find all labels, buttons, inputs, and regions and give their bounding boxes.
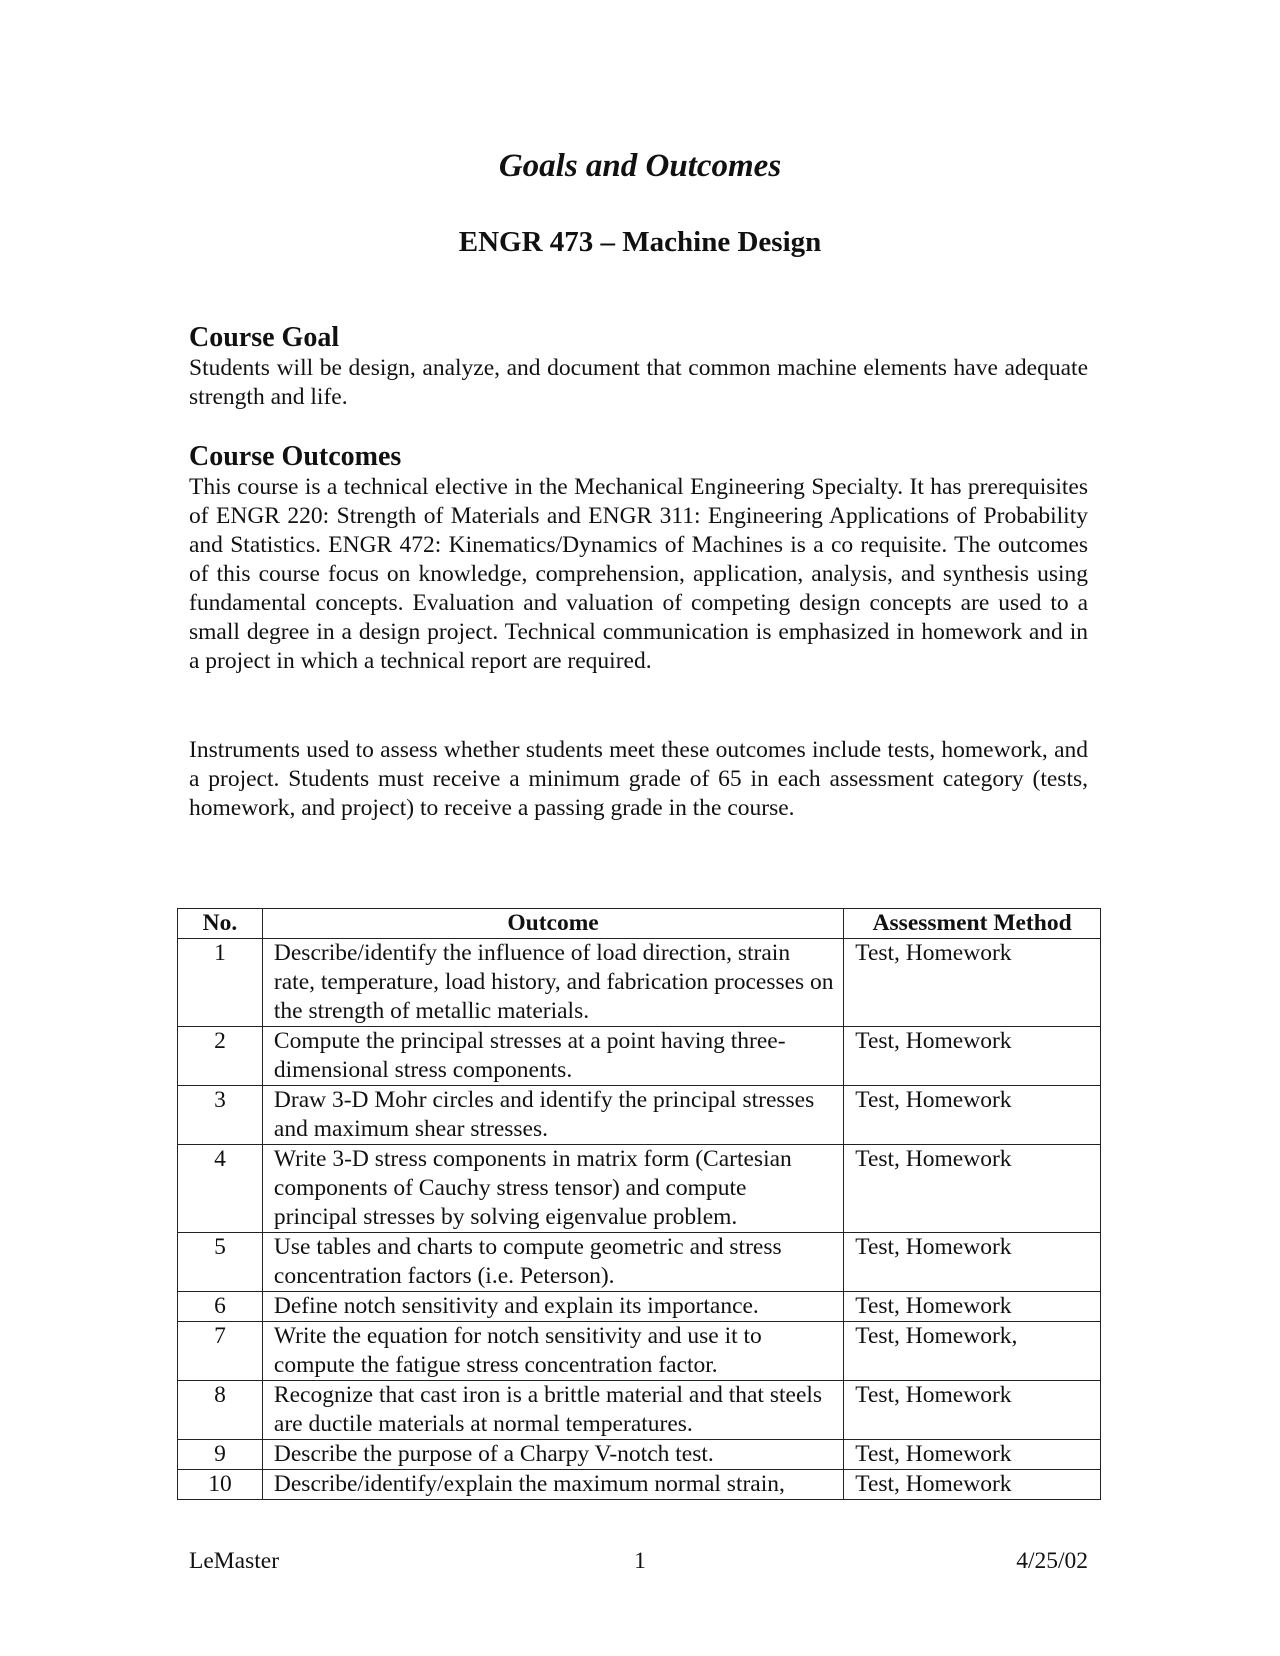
row-assessment-method: Test, Homework (844, 939, 1101, 1027)
row-outcome: Define notch sensitivity and explain its importance. (262, 1292, 843, 1322)
row-outcome: Draw 3-D Mohr circles and identify the principal stresses and maximum shear stresses. (262, 1086, 843, 1145)
table-row (178, 939, 1101, 1027)
row-assessment-method: Test, Homework (844, 1470, 1101, 1500)
header-outcome: Outcome (262, 909, 843, 939)
document-title: Goals and Outcomes (498, 148, 782, 184)
row-outcome: Describe/identify the influence of load direction, strain rate, temperature, load history, and fabrication processes on the strength of metallic materials. (262, 939, 843, 1027)
table-row (178, 1027, 1101, 1086)
header-assessment-method: Assessment Method (844, 909, 1101, 939)
row-number: 4 (178, 1145, 263, 1233)
row-assessment-method: Test, Homework (844, 1292, 1101, 1322)
row-number: 1 (178, 939, 263, 1027)
row-assessment-method: Test, Homework, (844, 1322, 1101, 1381)
row-assessment-method: Test, Homework (844, 1086, 1101, 1145)
row-assessment-method: Test, Homework (844, 1145, 1101, 1233)
row-outcome: Recognize that cast iron is a brittle material and that steels are ductile materials at normal temperatures. (262, 1381, 843, 1440)
row-number: 9 (178, 1440, 263, 1470)
row-number: 3 (178, 1086, 263, 1145)
table-header-row (178, 909, 1101, 939)
row-number: 7 (178, 1322, 263, 1381)
row-assessment-method: Test, Homework (844, 1233, 1101, 1292)
header-no: No. (178, 909, 263, 939)
row-assessment-method: Test, Homework (844, 1381, 1101, 1440)
footer-page-number: 1 (634, 1548, 646, 1574)
course-outcomes-heading: Course Outcomes (189, 441, 402, 472)
course-title: ENGR 473 – Machine Design (458, 226, 822, 258)
row-outcome: Write 3-D stress components in matrix form (Cartesian components of Cauchy stress tensor) and compute principal stresses by solving eigenvalue problem. (262, 1145, 843, 1233)
row-outcome: Use tables and charts to compute geometric and stress concentration factors (i.e. Peterson). (262, 1233, 843, 1292)
course-goal-text: Students will be design, analyze, and document that common machine elements have adequate strength and life. (189, 355, 1088, 410)
table-row (178, 1086, 1101, 1145)
row-outcome: Write the equation for notch sensitivity and use it to compute the fatigue stress concentration factor. (262, 1322, 843, 1381)
course-outcomes-paragraph: This course is a technical elective in the Mechanical Engineering Specialty. It has prerequisites of ENGR 220: Strength of Materials and ENGR 311: Engineering Applications of Probability and Statistics. ENGR 472: Kinematics/Dynamics of Machines is a co requisite. The outcomes of this course focus on knowledge, comprehension, application, analysis, and synthesis using fundamental concepts. Evaluation and valuation of competing design concepts are used to a small degree in a design project. Technical communication is emphasized in homework and in a project in which a technical report are required. (189, 474, 1088, 674)
row-number: 8 (178, 1381, 263, 1440)
row-number: 6 (178, 1292, 263, 1322)
row-assessment-method: Test, Homework (844, 1440, 1101, 1470)
assessment-paragraph: Instruments used to assess whether students meet these outcomes include tests, homework, and a project. Students must receive a minimum grade of 65 in each assessment category (tests, homework, and project) to receive a passing grade in the course. (189, 737, 1088, 821)
row-outcome: Describe/identify/explain the maximum normal strain, (262, 1470, 843, 1500)
table-row (178, 1470, 1101, 1500)
row-number: 10 (178, 1470, 263, 1500)
footer-author: LeMaster (189, 1548, 280, 1574)
table-row (178, 1292, 1101, 1322)
course-goal-heading: Course Goal (189, 322, 340, 353)
row-number: 5 (178, 1233, 263, 1292)
row-assessment-method: Test, Homework (844, 1027, 1101, 1086)
row-outcome: Compute the principal stresses at a point having three-dimensional stress components. (262, 1027, 843, 1086)
footer-date: 4/25/02 (1016, 1548, 1088, 1574)
table-row (178, 1145, 1101, 1233)
table-row (178, 1233, 1101, 1292)
outcomes-table (177, 908, 1101, 1500)
table-row (178, 1381, 1101, 1440)
table-row (178, 1440, 1101, 1470)
row-number: 2 (178, 1027, 263, 1086)
table-row (178, 1322, 1101, 1381)
row-outcome: Describe the purpose of a Charpy V-notch test. (262, 1440, 843, 1470)
